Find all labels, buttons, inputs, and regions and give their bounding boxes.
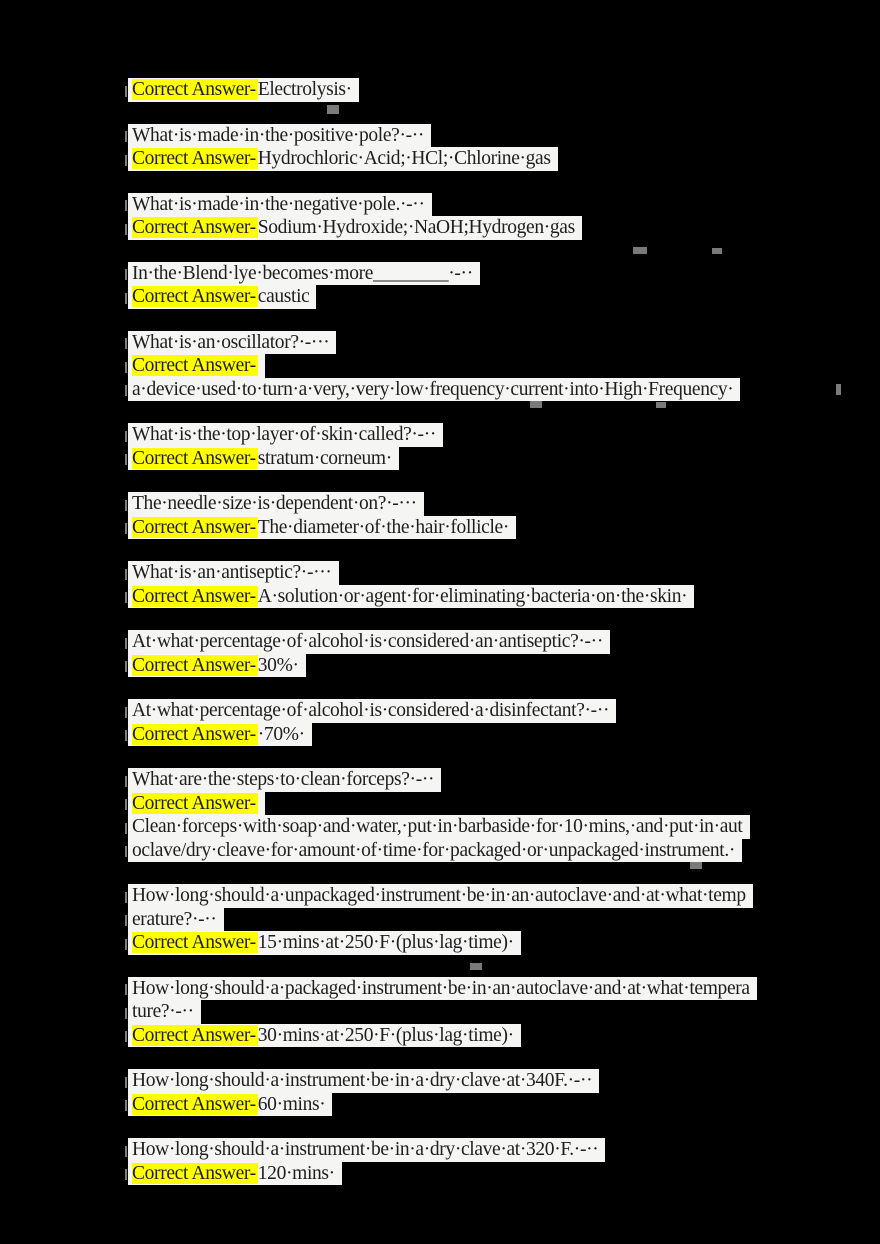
question-line[interactable]	[128, 1069, 599, 1093]
qa-card	[128, 699, 828, 746]
qa-card	[128, 78, 828, 102]
correct-answer-label: Correct Answer-	[132, 516, 256, 538]
document-page	[128, 78, 828, 1207]
question-line-text: How·long·should·a·packaged·instrument·be·in·an·autoclave·and·at·what·tempera	[132, 977, 750, 999]
answer-line[interactable]	[128, 1024, 521, 1048]
correct-answer-label: Correct Answer-	[132, 1024, 256, 1046]
correct-answer-label: Correct Answer-	[132, 148, 256, 169]
question-line-text: What·is·an·antiseptic?·-···	[132, 562, 332, 583]
qa-card	[128, 884, 828, 955]
question-line-text: At·what·percentage·of·alcohol·is·considered·an·antiseptic?·-··	[132, 631, 603, 652]
correct-answer-label: Correct Answer-	[132, 1093, 256, 1115]
qa-card	[128, 124, 828, 171]
compression-artifact	[470, 963, 482, 970]
correct-answer-label: Correct Answer-	[132, 654, 256, 676]
question-line-text: How·long·should·a·instrument·be·in·a·dry·clave·at·340F.·-··	[132, 1070, 593, 1091]
question-line[interactable]	[128, 193, 432, 217]
answer-line[interactable]	[128, 216, 582, 240]
question-line-text: How·long·should·a·instrument·be·in·a·dry·clave·at·320·F.·-··	[132, 1139, 599, 1160]
question-line[interactable]	[128, 331, 336, 355]
answer-line[interactable]	[128, 78, 359, 102]
compression-artifact	[633, 247, 647, 254]
question-line-text: The·needle·size·is·dependent·on?·-···	[132, 493, 417, 514]
answer-line[interactable]	[128, 723, 312, 747]
answer-continuation-line[interactable]	[128, 839, 742, 863]
answer-text: 60·mins·	[257, 1093, 326, 1115]
answer-text: ·70%·	[257, 723, 305, 745]
answer-continuation-line-text: a·device·used·to·turn·a·very,·very·low·frequency·current·into·High·Frequency·	[132, 378, 734, 400]
question-line[interactable]	[128, 1138, 605, 1162]
question-line[interactable]	[128, 768, 441, 792]
correct-answer-label: Correct Answer-	[132, 286, 256, 307]
correct-answer-label: Correct Answer-	[132, 355, 256, 376]
question-line-text: What·are·the·steps·to·clean·forceps?·-··	[132, 769, 435, 790]
correct-answer-label: Correct Answer-	[132, 79, 256, 100]
answer-line[interactable]	[128, 1093, 332, 1117]
answer-line[interactable]	[128, 931, 521, 955]
question-line[interactable]	[128, 977, 757, 1001]
answer-text: 30%·	[257, 654, 299, 676]
correct-answer-label: Correct Answer-	[132, 932, 256, 953]
question-line-text: In·the·Blend·lye·becomes·more________·-··	[132, 262, 473, 284]
answer-line[interactable]	[128, 792, 265, 816]
qa-card	[128, 1069, 828, 1116]
correct-answer-label: Correct Answer-	[132, 447, 256, 469]
question-line[interactable]	[128, 124, 431, 148]
question-line[interactable]	[128, 492, 424, 516]
answer-text: caustic	[257, 286, 310, 307]
qa-card	[128, 492, 828, 539]
answer-line[interactable]	[128, 447, 399, 471]
qa-card	[128, 561, 828, 608]
question-line[interactable]	[128, 423, 443, 447]
answer-line[interactable]	[128, 285, 316, 309]
qa-card	[128, 331, 828, 402]
qa-card	[128, 262, 828, 309]
answer-continuation-line-text: oclave/dry·cleave·for·amount·of·time·for·packaged·or·unpackaged·instrument.·	[132, 839, 736, 861]
question-line-text: What·is·the·top·layer·of·skin·called?·-··	[132, 424, 436, 445]
qa-card	[128, 977, 828, 1048]
answer-continuation-line-text: Clean·forceps·with·soap·and·water,·put·in·barbaside·for·10·mins,·and·put·in·aut	[132, 816, 743, 837]
correct-answer-label: Correct Answer-	[132, 217, 256, 238]
correct-answer-label: Correct Answer-	[132, 792, 256, 814]
question-line-text: ture?·-··	[132, 1001, 194, 1022]
question-line-text: What·is·made·in·the·positive·pole?·-··	[132, 124, 425, 146]
answer-text: Electrolysis·	[257, 79, 352, 100]
answer-text: Hydrochloric·Acid;·HCl;·Chlorine·gas	[257, 148, 551, 169]
compression-artifact	[690, 862, 702, 869]
answer-line[interactable]	[128, 516, 516, 540]
answer-text: 30·mins·at·250·F·(plus·lag·time)·	[257, 1024, 514, 1046]
correct-answer-label: Correct Answer-	[132, 723, 256, 745]
compression-artifact	[836, 384, 841, 395]
question-line-text: At·what·percentage·of·alcohol·is·considered·a·disinfectant?·-··	[132, 700, 610, 721]
question-line-text: What·is·an·oscillator?·-···	[132, 331, 330, 353]
question-line[interactable]	[128, 908, 224, 932]
answer-line[interactable]	[128, 354, 265, 378]
answer-continuation-line[interactable]	[128, 815, 750, 839]
compression-artifact	[530, 401, 542, 408]
qa-card	[128, 1138, 828, 1185]
compression-artifact	[327, 105, 339, 114]
correct-answer-label: Correct Answer-	[132, 585, 256, 607]
question-line[interactable]	[128, 630, 610, 654]
answer-text: stratum·corneum·	[257, 447, 392, 469]
answer-text: 120·mins·	[257, 1162, 335, 1184]
answer-text: Sodium·Hydroxide;·NaOH;Hydrogen·gas	[257, 217, 575, 238]
answer-text: The·diameter·of·the·hair·follicle·	[257, 516, 509, 538]
question-line[interactable]	[128, 561, 339, 585]
answer-line[interactable]	[128, 654, 306, 678]
question-line[interactable]	[128, 884, 753, 908]
compression-artifact	[712, 248, 722, 254]
answer-line[interactable]	[128, 1162, 342, 1186]
compression-artifact	[656, 402, 666, 408]
answer-text: A·solution·or·agent·for·eliminating·bacteria·on·the·skin·	[257, 585, 688, 607]
qa-card	[128, 193, 828, 240]
answer-line[interactable]	[128, 147, 558, 171]
correct-answer-label: Correct Answer-	[132, 1162, 256, 1184]
qa-card	[128, 423, 828, 470]
question-line-text: erature?·-··	[132, 908, 217, 930]
question-line[interactable]	[128, 699, 616, 723]
qa-card	[128, 630, 828, 677]
qa-card	[128, 768, 828, 862]
answer-continuation-line[interactable]	[128, 378, 740, 402]
question-line-text: What·is·made·in·the·negative·pole.·-··	[132, 193, 425, 215]
answer-text: 15·mins·at·250·F·(plus·lag·time)·	[257, 932, 514, 953]
question-line[interactable]	[128, 262, 480, 286]
question-line[interactable]	[128, 1000, 201, 1024]
answer-line[interactable]	[128, 585, 694, 609]
question-line-text: How·long·should·a·unpackaged·instrument·be·in·an·autoclave·and·at·what·temp	[132, 885, 746, 906]
